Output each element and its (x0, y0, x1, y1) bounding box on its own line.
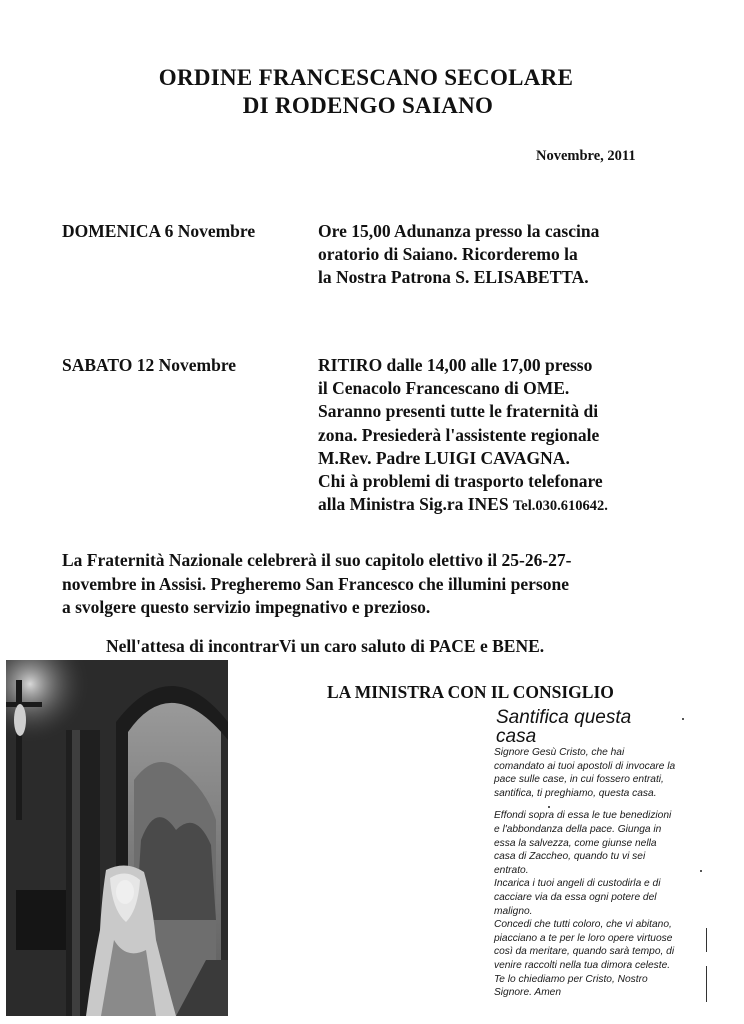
prayer-line: piacciano a te per le loro opere virtuose (494, 932, 673, 944)
prayer-line: Concedi che tutti coloro, che vi abitano, (494, 919, 672, 931)
document-subtitle: DI RODENGO SAIANO (242, 93, 494, 118)
prayer-line: santifica, ti preghiamo, questa casa. (494, 787, 657, 799)
scan-speck (548, 806, 550, 808)
document-date: Novembre, 2011 (536, 148, 636, 164)
prayer-line: comandato ai tuoi apostoli di invocare la (494, 760, 676, 772)
prayer-line: così da meritare, quando sarà tempo, di (494, 946, 675, 958)
prayer-line: Incarica i tuoi angeli di custodirla e di (494, 878, 661, 890)
event-line: M.Rev. Padre LUIGI CAVAGNA. (318, 447, 570, 468)
prayer-line: casa di Zaccheo, quando tu vi sei (494, 851, 646, 863)
signature-text: LA MINISTRA CON IL CONSIGLIO (327, 682, 614, 702)
event-line (318, 493, 738, 518)
prayer-title-line: Santifica questa (496, 707, 632, 728)
saint-elizabeth-image (6, 660, 228, 1016)
event-line: oratorio di Saiano. Ricorderemo la (318, 244, 578, 265)
scan-artifact-line (706, 928, 707, 952)
greeting-text: Nell'attesa di incontrarVi un caro saluto di PACE e BENE. (106, 636, 545, 656)
prayer-line: pace sulle case, in cui fossero entrati, (494, 774, 664, 786)
prayer-text (494, 746, 714, 1000)
scan-speck (700, 870, 702, 872)
event-details-sunday (318, 220, 738, 290)
event-line: la Nostra Patrona S. ELISABETTA. (318, 267, 589, 288)
event-line-text: alla Ministra Sig.ra INES (318, 494, 509, 515)
announcement-line: a svolgere questo servizio impegnativo e prezioso. (62, 597, 431, 617)
scan-speck (682, 718, 684, 720)
prayer-title (496, 708, 716, 746)
prayer-line: Te lo chiediamo per Cristo, Nostro (494, 973, 648, 985)
document-title: ORDINE FRANCESCANO SECOLARE (158, 65, 574, 90)
announcement-line: La Fraternità Nazionale celebrerà il suo capitolo elettivo il 25-26-27- (62, 550, 572, 570)
prayer-title-line: casa (496, 726, 537, 747)
prayer-line: Signore Gesù Cristo, che hai (494, 747, 625, 758)
announcement-line: novembre in Assisi. Pregheremo San Francesco che illumini persone (62, 573, 569, 594)
prayer-line: venire raccolti nella tua dimora celeste. (494, 959, 671, 971)
event-line: RITIRO dalle 14,00 alle 17,00 presso (318, 355, 593, 375)
prayer-line: entrato. (494, 864, 529, 876)
announcement-paragraph (62, 549, 702, 620)
prayer-line: cacciare via da essa ogni potere del (494, 891, 657, 903)
prayer-line: Effondi sopra di essa le tue benedizioni (494, 810, 672, 822)
event-label-sunday: DOMENICA 6 Novembre (62, 221, 256, 241)
event-line: il Cenacolo Francescano di OME. (318, 378, 570, 399)
prayer-line: essa la salvezza, come giunse nella (494, 837, 657, 849)
phone-number: Tel.030.610642. (512, 498, 608, 515)
event-line: zona. Presiederà l'assistente regionale (318, 424, 600, 445)
event-line: Saranno presenti tutte le fraternità di (318, 401, 599, 422)
event-details-saturday (318, 354, 738, 518)
event-line: Chi à problemi di trasporto telefonare (318, 471, 603, 492)
prayer-line: e l'abbondanza della pace. Giunga in (494, 823, 662, 835)
event-line: Ore 15,00 Adunanza presso la cascina (318, 221, 600, 241)
prayer-line: Signore. Amen (494, 987, 562, 999)
prayer-line: maligno. (494, 905, 533, 917)
scan-artifact-line (706, 966, 707, 1002)
event-label-saturday: SABATO 12 Novembre (62, 355, 237, 375)
